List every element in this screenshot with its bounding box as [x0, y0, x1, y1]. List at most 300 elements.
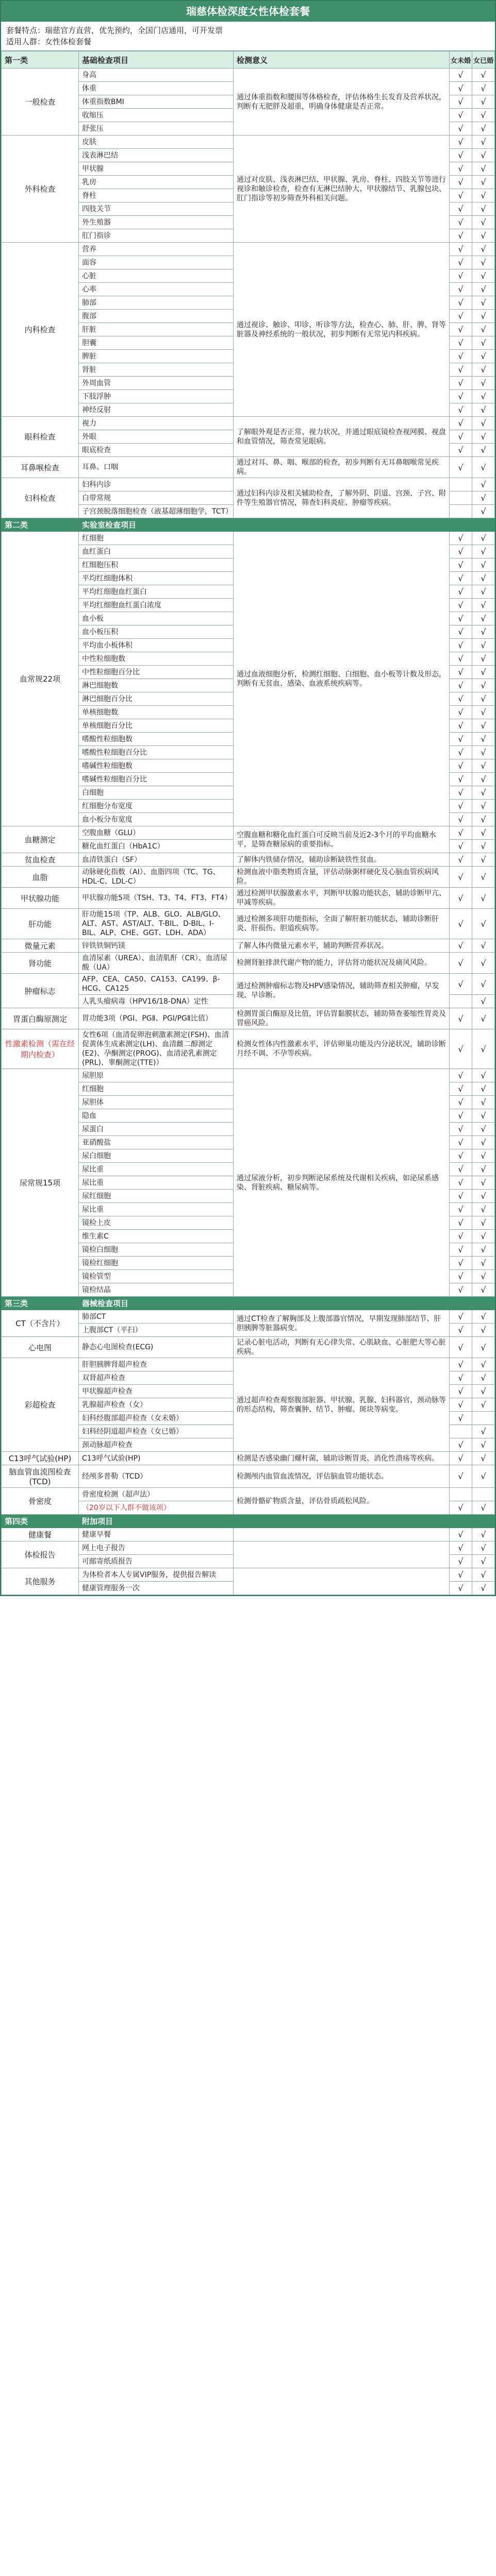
item-name: 红细胞: [79, 532, 234, 545]
check-unmarried: √: [450, 377, 472, 390]
item-name: 为体检者本人专属VIP服务，提供报告解读: [79, 1568, 234, 1582]
check-married: √: [472, 323, 495, 336]
check-unmarried: √: [450, 176, 472, 189]
item-meaning: 通过对耳、鼻、咽、喉部的检查，初步判断有无耳鼻咽喉常见疾病。: [234, 457, 450, 478]
check-unmarried: √: [450, 256, 472, 269]
item-meaning: 检测是否感染幽门螺杆菌，辅助诊断胃炎、消化性溃疡等疾病。: [234, 1452, 450, 1465]
check-unmarried: √: [450, 1541, 472, 1555]
check-married: √: [472, 1283, 495, 1297]
group-name: 血脂: [2, 867, 79, 888]
check-married: √: [472, 390, 495, 403]
item-name: 收缩压: [79, 109, 234, 122]
item-name: 甲状腺: [79, 162, 234, 176]
item-name: 胆囊: [79, 336, 234, 350]
item-name: 尿红细胞: [79, 1190, 234, 1203]
check-married: √: [472, 296, 495, 310]
check-unmarried: √: [450, 1190, 472, 1203]
item-name: 脊柱: [79, 189, 234, 202]
section-item-header: 器械检查项目: [79, 1297, 495, 1310]
check-married: √: [472, 1082, 495, 1096]
check-married: √: [472, 95, 495, 109]
check-unmarried: √: [450, 417, 472, 430]
check-unmarried: √: [450, 323, 472, 336]
check-married: √: [472, 1136, 495, 1149]
check-unmarried: √: [450, 585, 472, 599]
table-row: [2, 1008, 495, 1029]
package-audience: 适用人群：女性体检套餐: [6, 37, 92, 46]
check-married: √: [472, 532, 495, 545]
header-unmarried: 女未婚: [450, 52, 472, 69]
group-name: 脑血管血流图检查(TCD): [2, 1465, 79, 1488]
check-married: √: [472, 840, 495, 853]
table-row: [2, 135, 495, 149]
item-name: 尿比重: [79, 1203, 234, 1216]
check-married: √: [472, 1385, 495, 1398]
check-unmarried: √: [450, 1243, 472, 1257]
check-unmarried: √: [450, 216, 472, 229]
check-married: √: [472, 826, 495, 840]
check-unmarried: √: [450, 1465, 472, 1488]
item-name: 嗜碱性粒细胞百分比: [79, 773, 234, 786]
check-married: √: [472, 1008, 495, 1029]
item-name: 镜检管型: [79, 1270, 234, 1283]
item-name: 浅表淋巴结: [79, 149, 234, 162]
check-unmarried: √: [450, 1528, 472, 1541]
header-category: 第一类: [2, 52, 79, 69]
group-name: 一般检查: [2, 69, 79, 135]
item-name: 嗜酸性粒细胞百分比: [79, 746, 234, 759]
item-name: 中性粒细胞数: [79, 652, 234, 666]
check-married: √: [472, 800, 495, 813]
item-name: 经颅多普勒（TCD）: [79, 1465, 234, 1488]
check-married: √: [472, 1149, 495, 1163]
check-unmarried: √: [450, 1324, 472, 1337]
check-married: √: [472, 1176, 495, 1190]
item-meaning: 空腹血糖和糖化血红蛋白可反映当前及近2-3个月的平均血糖水平，是筛查糖尿病的重要指标。: [234, 826, 450, 853]
check-unmarried: √: [450, 1096, 472, 1109]
group-name: 肾功能: [2, 953, 79, 974]
table-row: [2, 1029, 495, 1069]
check-married: √: [472, 1257, 495, 1270]
check-unmarried: √: [450, 1203, 472, 1216]
check-married: √: [472, 909, 495, 939]
check-unmarried: √: [450, 953, 472, 974]
check-married: √: [472, 189, 495, 202]
table-row: [2, 1310, 495, 1324]
check-unmarried: √: [450, 706, 472, 719]
group-name: 妇科检查: [2, 478, 79, 518]
check-unmarried: √: [450, 1438, 472, 1452]
check-unmarried: √: [450, 363, 472, 377]
item-name: 血小板分布宽度: [79, 813, 234, 826]
item-meaning: [234, 1568, 450, 1595]
table-row: [2, 953, 495, 974]
check-married: √: [472, 1109, 495, 1123]
item-name: 维生素C: [79, 1230, 234, 1243]
group-name: 血糖测定: [2, 826, 79, 853]
group-name: 彩超检查: [2, 1358, 79, 1452]
table-body: [2, 69, 495, 1595]
item-name: 甲状腺超声检查: [79, 1385, 234, 1398]
check-married: √: [472, 505, 495, 518]
check-married: √: [472, 350, 495, 363]
table-row: [2, 417, 495, 430]
check-unmarried: √: [450, 1568, 472, 1582]
check-unmarried: √: [450, 1123, 472, 1136]
table-row: [2, 867, 495, 888]
check-unmarried: √: [450, 350, 472, 363]
section-row: [2, 518, 495, 532]
check-unmarried: √: [450, 666, 472, 679]
check-unmarried: √: [450, 1337, 472, 1358]
check-married: √: [472, 1555, 495, 1568]
package-features: 套餐特点：瑞慈官方直营，优先预约，全国门店通用，可开发票: [6, 26, 223, 35]
item-name: 肝功能15项（TP、ALB、GLO、ALB/GLO、ALT、AST、AST/ALT、T-BIL、D-BIL、I-BIL、ALP、CHE、GGT、LDH、ADA）: [79, 909, 234, 939]
check-married: √: [472, 336, 495, 350]
check-unmarried: √: [450, 95, 472, 109]
check-married: √: [472, 1123, 495, 1136]
item-name: 白带常规: [79, 492, 234, 505]
group-name: 外科检查: [2, 135, 79, 243]
item-name: 视力: [79, 417, 234, 430]
item-name: 肾脏: [79, 363, 234, 377]
item-meaning: 检测胃蛋白酶原及比值，评估胃黏膜状态，辅助筛查萎缩性胃炎及胃癌风险。: [234, 1008, 450, 1029]
check-married: √: [472, 1230, 495, 1243]
item-name: 乳房: [79, 176, 234, 189]
item-name: 心率: [79, 283, 234, 296]
item-name: 红细胞压积: [79, 558, 234, 572]
check-unmarried: √: [450, 1358, 472, 1371]
check-married: √: [472, 1438, 495, 1452]
check-married: √: [472, 1216, 495, 1230]
check-married: √: [472, 1270, 495, 1283]
section-title: 第三类: [2, 1297, 79, 1310]
group-name: 血常规22项: [2, 532, 79, 826]
item-meaning: 通过血液细胞分析，检测红细胞、白细胞、血小板等计数及形态，判断有无贫血、感染、血液系统疾病等。: [234, 532, 450, 826]
check-unmarried: √: [450, 692, 472, 706]
check-unmarried: √: [450, 1270, 472, 1283]
item-name: 尿胆原: [79, 1069, 234, 1082]
item-name: 血小板压积: [79, 625, 234, 639]
item-meaning: [234, 1541, 450, 1568]
check-married: √: [472, 1203, 495, 1216]
check-married: √: [472, 679, 495, 692]
check-unmarried: √: [450, 1176, 472, 1190]
check-married: √: [472, 652, 495, 666]
group-name: 体检报告: [2, 1541, 79, 1568]
check-married: √: [472, 1358, 495, 1371]
check-married: √: [472, 867, 495, 888]
check-married: √: [472, 939, 495, 953]
check-married: √: [472, 82, 495, 95]
item-name: 体重: [79, 82, 234, 95]
check-married: √: [472, 403, 495, 417]
check-unmarried: √: [450, 283, 472, 296]
check-married: √: [472, 109, 495, 122]
item-name: 血清尿素（UREA）、血清肌酐（CR）、血清尿酸（UA）: [79, 953, 234, 974]
item-name: 动脉硬化指数（AI）、血脂四项（TC、TG、HDL-C、LDL-C）: [79, 867, 234, 888]
item-name: 耳鼻、口咽: [79, 457, 234, 478]
check-unmarried: √: [450, 403, 472, 417]
section-row: [2, 1515, 495, 1528]
check-married: √: [472, 417, 495, 430]
check-married: √: [472, 692, 495, 706]
group-name: 健康餐: [2, 1528, 79, 1541]
group-name: 性激素检测（需在经期内检查）: [2, 1029, 79, 1069]
check-unmarried: [450, 478, 472, 492]
check-married: √: [472, 229, 495, 243]
check-unmarried: √: [450, 1230, 472, 1243]
check-married: √: [472, 363, 495, 377]
check-married: √: [472, 974, 495, 995]
group-name: CT（不含片）: [2, 1310, 79, 1337]
check-unmarried: √: [450, 853, 472, 867]
check-married: [472, 1488, 495, 1501]
check-married: √: [472, 1190, 495, 1203]
item-name: 身高: [79, 69, 234, 82]
group-name: 胃蛋白酶原测定: [2, 1008, 79, 1029]
item-name: 单核细胞数: [79, 706, 234, 719]
check-unmarried: √: [450, 189, 472, 202]
check-unmarried: √: [450, 759, 472, 773]
item-name: 红细胞分布宽度: [79, 800, 234, 813]
check-unmarried: √: [450, 310, 472, 323]
item-name: AFP、CEA、CA50、CA153、CA199、β-HCG、CA125: [79, 974, 234, 995]
table-row: [2, 974, 495, 995]
item-name: 下肢浮肿: [79, 390, 234, 403]
check-married: √: [472, 612, 495, 625]
group-name: 贫血检查: [2, 853, 79, 867]
check-married: √: [472, 269, 495, 283]
check-unmarried: √: [450, 269, 472, 283]
item-name: 甲状腺功能5项（TSH、T3、T4、FT3、FT4）: [79, 888, 234, 909]
check-unmarried: √: [450, 974, 472, 995]
group-name: 其他服务: [2, 1568, 79, 1595]
item-meaning: 通过检测肿瘤标志物及HPV感染情况，辅助筛查相关肿瘤，早发现、早诊断。: [234, 974, 450, 1008]
item-name: 嗜酸性粒细胞数: [79, 733, 234, 746]
check-married: √: [472, 1582, 495, 1595]
item-name: 糖化血红蛋白（HbA1C）: [79, 840, 234, 853]
item-name: 淋巴细胞数: [79, 679, 234, 692]
item-name: 妇科内诊: [79, 478, 234, 492]
item-name: 淋巴细胞百分比: [79, 692, 234, 706]
group-name: 尿常规15项: [2, 1069, 79, 1297]
table-row: [2, 243, 495, 256]
check-unmarried: √: [450, 773, 472, 786]
item-name: 嗜碱性粒细胞数: [79, 759, 234, 773]
check-unmarried: √: [450, 800, 472, 813]
item-name: 白细胞: [79, 786, 234, 800]
check-married: √: [472, 256, 495, 269]
item-name: 乳腺超声检查（女）: [79, 1398, 234, 1412]
table-row: [2, 909, 495, 939]
check-unmarried: √: [450, 1109, 472, 1123]
item-name: 平均血小板体积: [79, 639, 234, 652]
check-married: √: [472, 478, 495, 492]
check-married: √: [472, 599, 495, 612]
group-name: 心电图: [2, 1337, 79, 1358]
check-unmarried: √: [450, 909, 472, 939]
item-name: 平均红细胞体积: [79, 572, 234, 585]
item-name: 肛门指诊: [79, 229, 234, 243]
check-unmarried: √: [450, 558, 472, 572]
check-married: √: [472, 1398, 495, 1412]
check-married: √: [472, 1465, 495, 1488]
check-unmarried: √: [450, 939, 472, 953]
check-married: √: [472, 492, 495, 505]
item-name: 平均红细胞血红蛋白: [79, 585, 234, 599]
item-meaning: 通过体重指数和腰围等体格检查，评估体格生长发育及营养状况，判断有无肥胖及超重，明确身体健康是否正常。: [234, 69, 450, 135]
check-unmarried: √: [450, 786, 472, 800]
header-item: 基础检查项目: [79, 52, 234, 69]
check-married: √: [472, 1069, 495, 1082]
item-meaning: 通过视诊、触诊、叩诊、听诊等方法，检查心、肺、肝、脾、肾等脏器及神经系统的一般状况，初步判断有无常见内科疾病。: [234, 243, 450, 417]
item-name: 子宫颈脱落细胞检查（液基超薄细胞学，TCT）: [79, 505, 234, 518]
item-name: 血清铁蛋白（SF）: [79, 853, 234, 867]
item-meaning: 检测血液中脂类物质含量，评估动脉粥样硬化及心脑血管疾病风险。: [234, 867, 450, 888]
item-name: 女性6项（血清促卵泡刺激素测定(FSH)、血清促黄体生成素测定(LH)、血清雌二醇测定(E2)、孕酮测定(PROG)、血清泌乳素测定(PRL)、睾酮测定(TTE)）: [79, 1029, 234, 1069]
check-married: √: [472, 1568, 495, 1582]
table-row: [2, 1452, 495, 1465]
table-row: [2, 532, 495, 545]
check-married: √: [472, 558, 495, 572]
group-name: 甲状腺功能: [2, 888, 79, 909]
item-meaning: 检测肾脏排泄代谢产物的能力，评估肾功能状况及痛风风险。: [234, 953, 450, 974]
group-name: 肝功能: [2, 909, 79, 939]
section-item-header: 实验室检查项目: [79, 518, 495, 532]
check-married: √: [472, 759, 495, 773]
item-name: 体重指数BMI: [79, 95, 234, 109]
check-married: √: [472, 1310, 495, 1324]
item-name: 血小板: [79, 612, 234, 625]
check-unmarried: √: [450, 149, 472, 162]
check-unmarried: [450, 492, 472, 505]
check-unmarried: √: [450, 243, 472, 256]
check-unmarried: √: [450, 612, 472, 625]
item-name: 血红蛋白: [79, 545, 234, 558]
item-name: 脾脏: [79, 350, 234, 363]
group-name: 微量元素: [2, 939, 79, 953]
item-meaning: 了解体内铁储存情况，辅助诊断缺铁性贫血。: [234, 853, 450, 867]
item-meaning: 通过检测甲状腺激素水平，判断甲状腺功能状态，辅助诊断甲亢、甲减等疾病。: [234, 888, 450, 909]
check-unmarried: √: [450, 1257, 472, 1270]
check-married: √: [472, 773, 495, 786]
item-name: 锌铁铁铜钙镁: [79, 939, 234, 953]
check-married: √: [472, 1425, 495, 1438]
check-married: √: [472, 176, 495, 189]
item-name: 静态心电图检查(ECG): [79, 1337, 234, 1358]
check-married: √: [472, 1337, 495, 1358]
items-table: [1, 51, 495, 1595]
check-unmarried: √: [450, 430, 472, 444]
item-meaning: 了解眼外观是否正常、视力状况，并通过眼底镜检查视网膜、视盘和血管情况，筛查常见眼病。: [234, 417, 450, 457]
table-row: [2, 853, 495, 867]
item-name: 隐血: [79, 1109, 234, 1123]
header-meaning: 检测意义: [234, 52, 450, 69]
item-meaning: 通过妇科内诊及相关辅助检查，了解外阴、阴道、宫颈、子宫、附件等生殖器官情况，筛查妇科炎症、肿瘤等疾病。: [234, 478, 450, 518]
item-name: 单核细胞百分比: [79, 719, 234, 733]
check-unmarried: √: [450, 652, 472, 666]
check-married: √: [472, 243, 495, 256]
check-unmarried: [450, 1488, 472, 1501]
item-name: 尿胆体: [79, 1096, 234, 1109]
check-unmarried: √: [450, 888, 472, 909]
check-unmarried: √: [450, 1398, 472, 1412]
group-name: 骨密度: [2, 1488, 79, 1515]
table-row: [2, 1568, 495, 1582]
check-married: √: [472, 888, 495, 909]
check-unmarried: √: [450, 1163, 472, 1176]
check-unmarried: √: [450, 1452, 472, 1465]
check-unmarried: √: [450, 1555, 472, 1568]
check-unmarried: √: [450, 1283, 472, 1297]
check-married: √: [472, 430, 495, 444]
check-married: √: [472, 377, 495, 390]
check-married: √: [472, 625, 495, 639]
item-name: 舒张压: [79, 122, 234, 135]
check-married: √: [472, 1243, 495, 1257]
item-name: 皮肤: [79, 135, 234, 149]
item-name: 尿比重: [79, 1163, 234, 1176]
item-name: 亚硝酸盐: [79, 1136, 234, 1149]
section-title: 第二类: [2, 518, 79, 532]
check-married: √: [472, 1029, 495, 1069]
check-unmarried: √: [450, 1149, 472, 1163]
item-name: 人乳头瘤病毒（HPV16/18-DNA）定性: [79, 995, 234, 1008]
check-unmarried: √: [450, 202, 472, 216]
table-row: [2, 457, 495, 478]
item-name: 眼底检查: [79, 444, 234, 457]
check-married: √: [472, 813, 495, 826]
check-unmarried: √: [450, 162, 472, 176]
table-row: [2, 888, 495, 909]
check-unmarried: √: [450, 1029, 472, 1069]
check-unmarried: √: [450, 679, 472, 692]
item-meaning: 记录心脏电活动，判断有无心律失常、心肌缺血、心脏肥大等心脏疾病。: [234, 1337, 450, 1358]
check-married: √: [472, 122, 495, 135]
item-name: 胃功能3项（PGⅠ、PGⅡ、PGⅠ/PGⅡ比值）: [79, 1008, 234, 1029]
item-name: 平均红细胞血红蛋白浓度: [79, 599, 234, 612]
check-unmarried: √: [450, 229, 472, 243]
check-married: √: [472, 995, 495, 1008]
check-unmarried: √: [450, 1008, 472, 1029]
group-name: C13呼气试验(HP): [2, 1452, 79, 1465]
check-unmarried: √: [450, 1582, 472, 1595]
check-unmarried: √: [450, 69, 472, 82]
package-meta: [1, 22, 495, 51]
check-married: √: [472, 1096, 495, 1109]
check-married: √: [472, 666, 495, 679]
check-unmarried: √: [450, 840, 472, 853]
check-unmarried: √: [450, 572, 472, 585]
item-name: C13呼气试验(HP): [79, 1452, 234, 1465]
item-name: 面容: [79, 256, 234, 269]
check-married: √: [472, 216, 495, 229]
item-meaning: 检测骨骼矿物质含量，评估骨质疏松风险。: [234, 1488, 450, 1515]
check-unmarried: √: [450, 813, 472, 826]
item-name: 尿白细胞: [79, 1149, 234, 1163]
table-row: [2, 1465, 495, 1488]
check-married: √: [472, 1541, 495, 1555]
check-married: √: [472, 639, 495, 652]
section-title: 第四类: [2, 1515, 79, 1528]
check-married: √: [472, 545, 495, 558]
item-name: 营养: [79, 243, 234, 256]
item-meaning: 检测颅内血管血流情况，评估脑血管功能状态。: [234, 1465, 450, 1488]
check-unmarried: [450, 995, 472, 1008]
item-meaning: 通过检测多项肝功能指标，全面了解肝脏功能状态，辅助诊断肝炎、肝损伤、胆道疾病等。: [234, 909, 450, 939]
check-married: √: [472, 69, 495, 82]
